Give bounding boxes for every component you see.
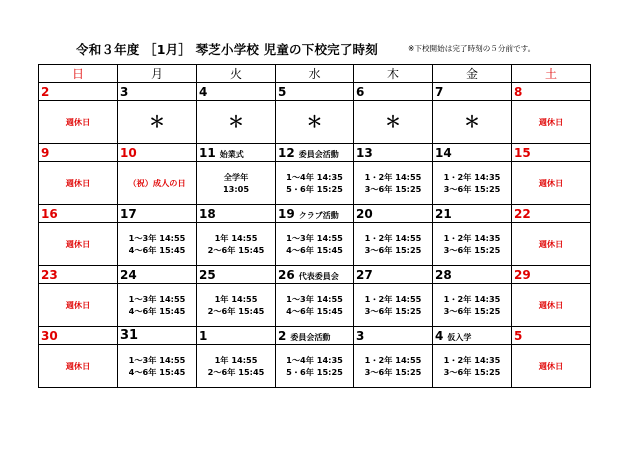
date-cell [354,144,433,162]
date-cell [118,266,197,284]
schedule-line: 1年 14:55 [214,233,258,243]
schedule-line: 週休日 [538,117,564,127]
schedule-cell [433,345,512,388]
event-label: 委員会活動 [298,149,339,159]
schedule-cell [197,223,276,266]
date-cell [197,144,276,162]
schedule-line: 週休日 [538,300,564,310]
schedule-line: 1・2年 14:35 [443,172,501,182]
schedule-cell [512,284,591,327]
day-number: 16 [41,206,58,221]
schedule-line: 全学年 [223,172,249,182]
schedule-cell [512,223,591,266]
day-number: 23 [41,267,58,282]
date-row [39,205,591,223]
date-cell [118,144,197,162]
day-number: 21 [435,206,452,221]
day-number: 22 [514,206,531,221]
weekday-header: 金 [433,65,512,83]
schedule-line: 3～6年 15:25 [443,245,501,255]
date-cell [39,266,118,284]
date-cell [433,144,512,162]
date-cell [39,83,118,101]
schedule-row [39,284,591,327]
day-number: 17 [120,206,137,221]
date-cell [276,266,354,284]
day-number: 2 [278,328,287,343]
weekday-header: 土 [512,65,591,83]
weekday-header: 火 [197,65,276,83]
day-number: 13 [356,145,373,160]
schedule-cell [197,345,276,388]
date-cell [276,144,354,162]
schedule-line: 3～6年 15:25 [364,184,422,194]
schedule-line: 4～6年 15:45 [128,306,186,316]
schedule-line: 1～3年 14:55 [128,355,186,365]
day-number: 8 [514,84,523,99]
day-number: 10 [120,145,137,160]
event-label: 委員会活動 [290,332,331,342]
schedule-line: 1～3年 14:55 [286,294,343,304]
weekday-header: 月 [118,65,197,83]
asterisk-mark: ＊ [306,112,323,131]
date-cell [354,266,433,284]
date-cell [433,266,512,284]
schedule-cell [118,223,197,266]
schedule-row [39,223,591,266]
schedule-line: 1～4年 14:35 [286,172,343,182]
schedule-line: 1年 14:55 [214,294,258,304]
day-number: 19 [278,206,295,221]
date-cell [276,83,354,101]
schedule-line: 1年 14:55 [214,355,258,365]
day-number: 18 [199,206,216,221]
schedule-cell [39,345,118,388]
day-number: 5 [514,328,523,343]
asterisk-cell [118,101,197,144]
schedule-cell [39,162,118,205]
schedule-cell [433,284,512,327]
schedule-cell [197,284,276,327]
schedule-cell [512,345,591,388]
schedule-line: 4～6年 15:45 [286,306,343,316]
date-cell [197,266,276,284]
schedule-cell [39,223,118,266]
schedule-line: 1・2年 14:55 [364,294,422,304]
date-cell [197,83,276,101]
day-number: 6 [356,84,365,99]
schedule-line: 3～6年 15:25 [443,306,501,316]
date-cell [354,83,433,101]
event-label: 仮入学 [447,332,472,342]
asterisk-cell [354,101,433,144]
day-number: 27 [356,267,373,282]
page-title: 令和３年度 ［1月］ 琴芝小学校 児童の下校完了時刻 [76,42,378,57]
schedule-line: 週休日 [65,117,91,127]
date-cell [39,205,118,223]
schedule-cell [354,162,433,205]
day-number: 15 [514,145,531,160]
date-cell [39,144,118,162]
schedule-cell [433,223,512,266]
asterisk-cell [433,101,512,144]
date-cell [433,327,512,345]
day-number: 4 [435,328,444,343]
day-number: 28 [435,267,452,282]
date-row [39,83,591,101]
date-cell [197,327,276,345]
schedule-cell [512,162,591,205]
day-number: 2 [41,84,50,99]
schedule-cell [354,223,433,266]
date-cell [433,83,512,101]
date-cell [512,266,591,284]
schedule-row [39,101,591,144]
schedule-cell [118,284,197,327]
schedule-line: 3～6年 15:25 [443,184,501,194]
schedule-row [39,345,591,388]
dismissal-note: ※下校開始は完了時刻の５分前です。 [408,44,536,53]
page-header [0,40,640,60]
schedule-cell [276,223,354,266]
schedule-line: 3～6年 15:25 [364,245,422,255]
day-number: 26 [278,267,295,282]
day-number: 3 [356,328,365,343]
weekday-header: 木 [354,65,433,83]
schedule-line: 3～6年 15:25 [364,367,422,377]
schedule-cell [197,162,276,205]
schedule-cell [276,284,354,327]
schedule-line: 週休日 [538,239,564,249]
day-number: 1 [199,328,208,343]
day-number: 5 [278,84,287,99]
schedule-line: 1・2年 14:35 [443,294,501,304]
day-number: 12 [278,145,295,160]
schedule-line: 週休日 [65,178,91,188]
day-number: 9 [41,145,50,160]
date-cell [118,327,197,345]
schedule-line: 2～6年 15:45 [207,367,265,377]
schedule-line: 5・6年 15:25 [286,367,343,377]
schedule-line: 3～6年 15:25 [443,367,501,377]
schedule-line: 4～6年 15:45 [286,245,343,255]
schedule-cell [118,162,197,205]
schedule-cell [118,345,197,388]
schedule-cell [276,345,354,388]
day-number: 11 [199,145,216,160]
asterisk-mark: ＊ [227,112,244,131]
schedule-line: 1・2年 14:35 [443,355,501,365]
weekday-header: 日 [39,65,118,83]
schedule-cell [354,284,433,327]
schedule-line: 1・2年 14:55 [364,355,422,365]
day-number: 24 [120,267,137,282]
asterisk-mark: ＊ [148,112,165,131]
date-cell [197,205,276,223]
calendar-table [38,64,591,388]
asterisk-mark: ＊ [384,112,401,131]
schedule-cell [276,162,354,205]
schedule-line: （祝）成人の日 [128,178,186,188]
day-number: 3 [120,84,129,99]
date-cell [512,144,591,162]
date-cell [118,83,197,101]
schedule-cell [433,162,512,205]
schedule-line: 2～6年 15:45 [207,245,265,255]
day-number: 25 [199,267,216,282]
schedule-cell [354,345,433,388]
schedule-row [39,162,591,205]
date-row [39,327,591,345]
date-cell [118,205,197,223]
schedule-line: 1・2年 14:35 [443,233,501,243]
event-label: 代表委員会 [298,271,339,281]
date-cell [354,327,433,345]
asterisk-cell [276,101,354,144]
date-row [39,266,591,284]
date-row [39,144,591,162]
date-cell [512,327,591,345]
schedule-line: 5・6年 15:25 [286,184,343,194]
schedule-line: 4～6年 15:45 [128,245,186,255]
schedule-line: 3～6年 15:25 [364,306,422,316]
asterisk-cell [197,101,276,144]
date-cell [276,327,354,345]
schedule-cell [512,101,591,144]
schedule-line: 1・2年 14:55 [364,233,422,243]
date-cell [433,205,512,223]
day-number: 29 [514,267,531,282]
weekday-header-row [39,65,591,83]
date-cell [39,327,118,345]
event-label: 始業式 [219,149,244,159]
event-label: クラブ活動 [298,210,339,220]
asterisk-mark: ＊ [463,112,480,131]
schedule-line: 週休日 [538,178,564,188]
date-cell [512,83,591,101]
schedule-line: 13:05 [222,184,250,194]
schedule-line: 1～3年 14:55 [286,233,343,243]
schedule-line: 週休日 [538,361,564,371]
schedule-line: 1～3年 14:55 [128,233,186,243]
weekday-header: 水 [276,65,354,83]
date-cell [512,205,591,223]
date-cell [354,205,433,223]
day-number: 20 [356,206,373,221]
schedule-line: 4～6年 15:45 [128,367,186,377]
day-number: 30 [41,328,58,343]
schedule-line: 週休日 [65,239,91,249]
day-number: 31 [120,328,139,343]
day-number: 4 [199,84,208,99]
schedule-line: 1・2年 14:55 [364,172,422,182]
schedule-line: 2～6年 15:45 [207,306,265,316]
day-number: 7 [435,84,444,99]
schedule-cell [39,101,118,144]
day-number: 14 [435,145,452,160]
schedule-line: 週休日 [65,361,91,371]
schedule-line: 週休日 [65,300,91,310]
date-cell [276,205,354,223]
calendar-body [39,83,591,388]
schedule-cell [39,284,118,327]
schedule-line: 1～3年 14:55 [128,294,186,304]
schedule-line: 1～4年 14:35 [286,355,343,365]
